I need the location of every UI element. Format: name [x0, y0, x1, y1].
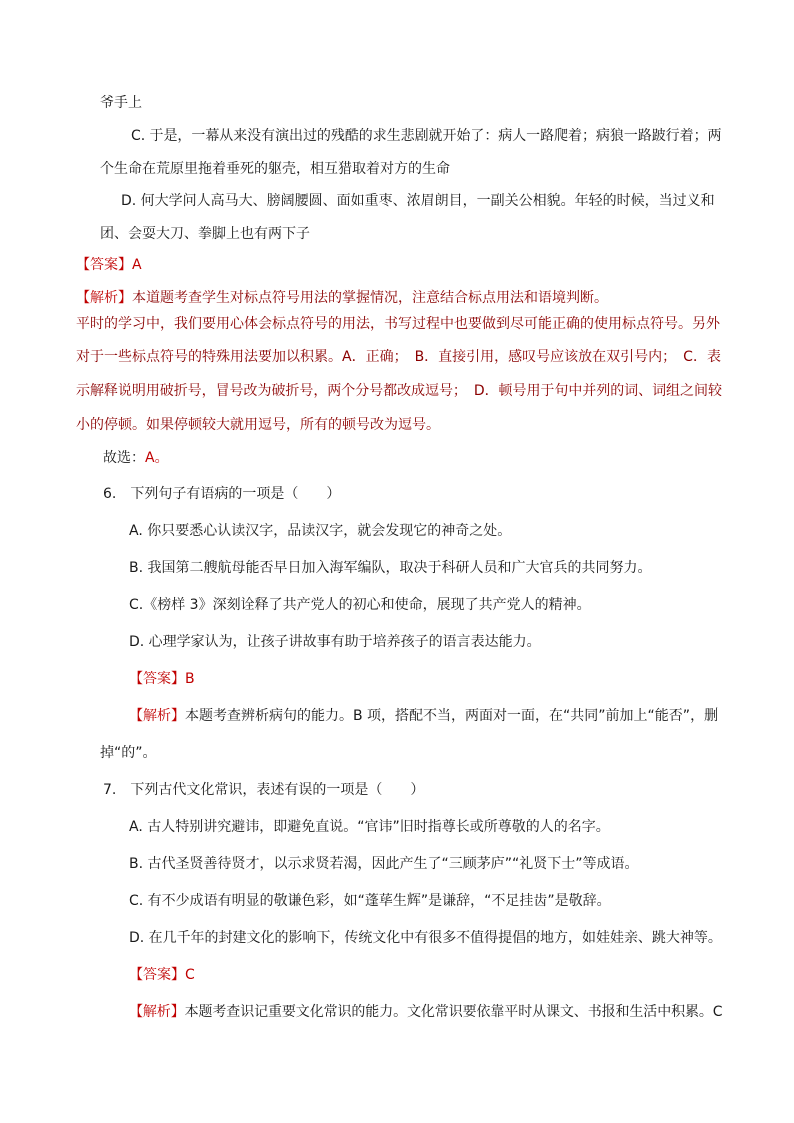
q5-option-d: D. 何大学问人高马大、膀阔腰圆、面如重枣、浓眉朗目，一副关公相貌。年轻的时候，当过义和 — [121, 193, 715, 209]
q7-analysis — [129, 1002, 722, 1022]
answer-label: 【答案】 — [76, 257, 132, 273]
q6-option-b: B. 我国第二艘航母能否早日加入海军编队，取决于科研人员和广大官兵的共同努力。 — [129, 560, 652, 576]
q7-option-b: B. 古代圣贤善待贤才，以示求贤若渴，因此产生了“三顾茅庐”“礼贤下士”等成语。 — [129, 856, 639, 872]
analysis-text: 本题考查识记重要文化常识的能力。文化常识要依靠平时从课文、书报和生活中积累。C — [184, 1004, 723, 1020]
q6-analysis — [129, 706, 718, 726]
q5-analysis-line-2: 平时的学习中，我们要用心体会标点符号的用法，书写过程中也要做到尽可能正确的使用标点符号。另外 — [76, 316, 720, 332]
analysis-label: 【解析】 — [129, 1004, 185, 1020]
q5-answer — [76, 255, 142, 275]
q7-option-d: D. 在几千年的封建文化的影响下，传统文化中有很多不值得提倡的地方，如娃娃亲、跳大神等。 — [129, 930, 722, 946]
q5-analysis-line-4: 示解释说明用破折号，冒号改为破折号，两个分号都改成逗号； D．顿号用于句中并列的词、词组之间较 — [76, 383, 722, 399]
q5-option-d-cont: 团、会耍大刀、拳脚上也有两下子 — [100, 226, 310, 242]
answer-label: 【答案】 — [129, 671, 185, 687]
analysis-label: 【解析】 — [129, 708, 185, 724]
q5-option-c-cont: 个生命在荒原里拖着垂死的躯壳，相互猎取着对方的生命 — [100, 161, 450, 177]
choose-value: A。 — [145, 450, 169, 466]
q7-option-a: A. 古人特别讲究避讳，即避免直说。“官讳”旧时指尊长或所尊敬的人的名字。 — [129, 819, 610, 835]
q5-cont-line: 爷手上 — [100, 95, 142, 111]
q5-option-c: C. 于是，一幕从来没有演出过的残酷的求生悲剧就开始了：病人一路爬着；病狼一路跛行着；两 — [131, 128, 722, 144]
q6-answer — [129, 669, 195, 689]
q7-stem: 7. 下列古代文化常识，表述有误的一项是（ ） — [103, 782, 425, 798]
answer-value: B — [185, 671, 195, 687]
q5-analysis-line-3: 对于一些标点符号的特殊用法要加以积累。A．正确； B．直接引用，感叹号应该放在双引号内； C．表 — [76, 349, 721, 365]
q6-analysis-line-2: 掉“的”。 — [100, 745, 157, 761]
q6-option-d: D. 心理学家认为，让孩子讲故事有助于培养孩子的语言表达能力。 — [129, 634, 541, 650]
q7-option-c: C. 有不少成语有明显的敬谦色彩，如“蓬荜生辉”是谦辞，“不足挂齿”是敬辞。 — [129, 893, 611, 909]
answer-value: C — [185, 967, 195, 983]
answer-label: 【答案】 — [129, 967, 185, 983]
q6-option-a: A. 你只要悉心认读汉字，品读汉字，就会发现它的神奇之处。 — [129, 523, 512, 539]
analysis-text: 本道题考查学生对标点符号用法的掌握情况，注意结合标点用法和语境判断。 — [132, 290, 608, 306]
q7-answer — [129, 965, 195, 985]
q5-analysis — [76, 288, 608, 308]
answer-value: A — [132, 257, 142, 273]
choose-label: 故选： — [103, 450, 145, 466]
analysis-text: 本题考查辨析病句的能力。B 项，搭配不当，两面对一面，在“共同”前加上“能否”，删 — [185, 708, 719, 724]
q6-option-c: C.《榜样 3》深刻诠释了共产党人的初心和使命，展现了共产党人的精神。 — [129, 597, 591, 613]
q5-choose — [103, 448, 169, 468]
q6-stem: 6. 下列句子有语病的一项是（ ） — [103, 486, 341, 502]
q5-analysis-line-5: 小的停顿。如果停顿较大就用逗号，所有的顿号改为逗号。 — [76, 417, 440, 433]
analysis-label: 【解析】 — [76, 290, 132, 306]
